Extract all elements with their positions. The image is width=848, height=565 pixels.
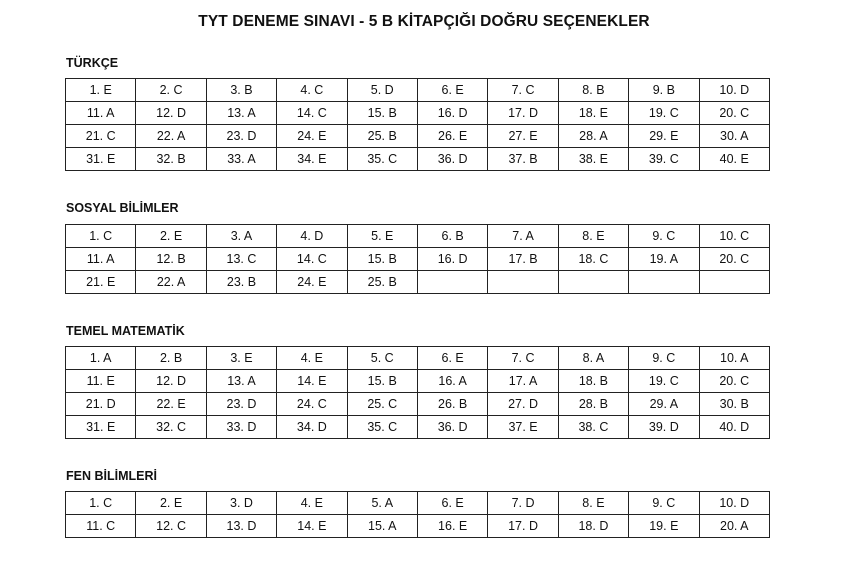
answer-cell	[206, 125, 276, 148]
answer-text: 9. B	[652, 83, 675, 97]
answer-text: 5. D	[370, 83, 394, 97]
table-row	[66, 79, 770, 102]
answer-cell	[277, 492, 347, 515]
answer-text: 19. C	[648, 374, 679, 388]
answer-cell	[347, 416, 417, 439]
answer-text: 8. A	[582, 351, 605, 365]
answer-text: 7. D	[511, 496, 535, 510]
answer-cell	[558, 102, 628, 125]
answer-cell	[699, 79, 769, 102]
answer-cell	[136, 416, 206, 439]
answer-text: 25. B	[367, 129, 397, 143]
answer-text: 5. C	[370, 351, 394, 365]
answer-cell	[488, 347, 558, 370]
answer-text: 2. E	[159, 496, 183, 510]
answer-cell	[699, 102, 769, 125]
answer-text: 12. B	[156, 252, 186, 266]
answer-text: 13. A	[227, 374, 256, 388]
answer-text: 24. E	[297, 129, 327, 143]
section-title: FEN BİLİMLERİ	[66, 469, 157, 483]
answer-cell	[206, 102, 276, 125]
answer-text: 11. C	[86, 519, 116, 533]
answer-cell	[277, 102, 347, 125]
answer-text: 10. A	[720, 351, 749, 365]
answer-cell	[347, 370, 417, 393]
table-row	[66, 347, 770, 370]
answer-text: 28. A	[579, 129, 608, 143]
answer-cell	[417, 102, 487, 125]
answer-cell	[206, 393, 276, 416]
answer-cell	[417, 370, 487, 393]
answer-cell	[66, 370, 136, 393]
answer-cell	[488, 79, 558, 102]
answer-cell	[629, 125, 699, 148]
answer-text: 36. D	[437, 420, 468, 434]
answer-cell	[699, 393, 769, 416]
page-title: TYT DENEME SINAVI - 5 B KİTAPÇIĞI DOĞRU SEÇENEKLER	[198, 13, 650, 30]
answer-text: 19. C	[648, 106, 679, 120]
answer-cell	[136, 148, 206, 171]
answer-cell	[629, 370, 699, 393]
answer-cell	[66, 102, 136, 125]
answer-cell	[699, 248, 769, 271]
answer-text: 17. D	[508, 106, 538, 120]
section-title: TÜRKÇE	[66, 56, 119, 70]
answer-text: 24. E	[297, 275, 327, 289]
answer-cell	[488, 248, 558, 271]
answer-text: 20. A	[720, 519, 749, 533]
answer-cell	[347, 125, 417, 148]
answer-cell	[417, 79, 487, 102]
answer-text: 1. C	[89, 229, 113, 243]
answer-cell	[206, 416, 276, 439]
answer-cell	[488, 225, 558, 248]
answer-cell	[629, 393, 699, 416]
answer-cell	[277, 370, 347, 393]
answer-cell	[277, 347, 347, 370]
answer-text: 33. D	[226, 420, 257, 434]
answer-text: 12. D	[156, 374, 187, 388]
answer-text: 11. A	[86, 252, 115, 266]
answer-text: 31. E	[86, 152, 116, 166]
answer-cell	[206, 370, 276, 393]
answer-text: 6. E	[441, 83, 464, 97]
answer-cell	[66, 393, 136, 416]
answer-cell	[277, 125, 347, 148]
answer-text: 2. E	[159, 229, 183, 243]
answer-cell	[277, 79, 347, 102]
answer-cell	[136, 79, 206, 102]
answer-cell	[66, 225, 136, 248]
answer-cell	[417, 225, 487, 248]
answer-cell	[699, 225, 769, 248]
answer-cell	[347, 271, 417, 294]
answer-cell	[699, 492, 769, 515]
answer-text: 1. A	[89, 351, 112, 365]
answer-cell	[347, 79, 417, 102]
answer-cell	[629, 347, 699, 370]
answer-cell	[629, 79, 699, 102]
answer-cell	[417, 347, 487, 370]
answer-cell	[206, 271, 276, 294]
answer-text: 26. E	[438, 129, 468, 143]
answer-text: 14. E	[297, 519, 327, 533]
answer-cell	[136, 347, 206, 370]
section-title: SOSYAL BİLİMLER	[66, 201, 179, 215]
table-row	[66, 225, 770, 248]
answer-text: 28. B	[578, 397, 609, 411]
answer-text: 17. D	[508, 519, 538, 533]
table-row	[66, 515, 770, 538]
answer-cell	[66, 515, 136, 538]
answer-cell	[488, 271, 558, 294]
answer-cell	[347, 393, 417, 416]
answer-cell	[629, 225, 699, 248]
answer-cell	[417, 515, 487, 538]
answer-text: 10. D	[719, 83, 750, 97]
answer-text: 29. A	[649, 397, 679, 411]
answer-cell	[66, 347, 136, 370]
answer-cell	[347, 248, 417, 271]
answer-cell	[558, 248, 628, 271]
answer-text: 36. D	[437, 152, 468, 166]
answer-text: 14. E	[297, 374, 327, 388]
answer-text: 27. D	[508, 397, 538, 411]
answer-cell	[488, 492, 558, 515]
answer-table	[65, 346, 770, 439]
answer-text: 9. C	[652, 496, 676, 510]
answer-text: 34. D	[296, 420, 327, 434]
answer-table	[65, 491, 770, 538]
answer-cell	[558, 225, 628, 248]
answer-cell	[417, 416, 487, 439]
answer-text: 33. A	[227, 152, 256, 166]
section-title: TEMEL MATEMATİK	[66, 324, 185, 338]
answer-text: 3. D	[230, 496, 253, 510]
answer-text: 2. B	[159, 351, 183, 365]
answer-cell	[206, 248, 276, 271]
answer-cell	[699, 148, 769, 171]
answer-text: 4. E	[300, 496, 323, 510]
answer-cell	[277, 416, 347, 439]
answer-text: 25. C	[367, 397, 398, 411]
answer-text: 10. D	[719, 496, 750, 510]
answer-cell	[417, 271, 487, 294]
answer-cell	[347, 347, 417, 370]
answer-text: 32. C	[156, 420, 187, 434]
answer-cell	[699, 515, 769, 538]
answer-text: 38. C	[578, 420, 609, 434]
answer-text: 4. E	[300, 351, 323, 365]
answer-text: 10. C	[719, 229, 750, 243]
answer-text: 3. A	[230, 229, 253, 243]
answer-cell	[206, 148, 276, 171]
answer-text: 29. E	[649, 129, 679, 143]
answer-text: 16. D	[437, 106, 468, 120]
answer-cell	[136, 125, 206, 148]
answer-text: 25. B	[367, 275, 397, 289]
answer-cell	[558, 370, 628, 393]
answer-text: 22. E	[156, 397, 186, 411]
answer-text: 8. E	[582, 229, 605, 243]
answer-text: 32. B	[156, 152, 186, 166]
answer-text: 16. E	[438, 519, 468, 533]
answer-cell	[488, 125, 558, 148]
answer-text: 9. C	[652, 351, 676, 365]
answer-text: 19. A	[649, 252, 679, 266]
answer-table	[65, 224, 770, 294]
answer-text: 23. D	[226, 129, 257, 143]
answer-text: 4. C	[300, 83, 324, 97]
answer-cell	[136, 370, 206, 393]
answer-text: 4. D	[300, 229, 324, 243]
answer-text: 17. B	[508, 252, 538, 266]
answer-cell	[347, 102, 417, 125]
table-row	[66, 492, 770, 515]
answer-text: 18. D	[578, 519, 609, 533]
answer-cell	[417, 148, 487, 171]
answer-cell	[136, 225, 206, 248]
answer-cell	[417, 125, 487, 148]
answer-cell	[206, 492, 276, 515]
answer-text: 31. E	[86, 420, 116, 434]
answer-cell	[488, 416, 558, 439]
answer-cell	[558, 79, 628, 102]
table-row	[66, 102, 770, 125]
answer-text: 27. E	[508, 129, 538, 143]
answer-cell	[417, 393, 487, 416]
answer-text: 30. A	[720, 129, 749, 143]
answer-cell	[347, 515, 417, 538]
answer-text: 7. C	[511, 83, 535, 97]
answer-cell	[558, 347, 628, 370]
answer-cell	[699, 271, 769, 294]
answer-cell	[66, 125, 136, 148]
table-row	[66, 248, 770, 271]
answer-text: 3. E	[230, 351, 253, 365]
answer-text: 40. E	[719, 152, 749, 166]
answer-text: 7. A	[512, 229, 534, 243]
answer-text: 11. A	[86, 106, 115, 120]
answer-cell	[66, 492, 136, 515]
answer-text: 23. D	[226, 397, 257, 411]
answer-cell	[66, 416, 136, 439]
answer-text: 37. B	[508, 152, 538, 166]
answer-cell	[488, 515, 558, 538]
answer-cell	[136, 393, 206, 416]
answer-cell	[277, 393, 347, 416]
answer-text: 20. C	[719, 374, 750, 388]
answer-text: 16. A	[438, 374, 467, 388]
answer-text: 1. E	[89, 83, 112, 97]
answer-text: 23. B	[226, 275, 257, 289]
answer-cell	[277, 148, 347, 171]
answer-text: 14. C	[296, 252, 327, 266]
answer-text: 21. D	[85, 397, 116, 411]
answer-cell	[136, 248, 206, 271]
answer-cell	[66, 148, 136, 171]
answer-cell	[699, 125, 769, 148]
answer-cell	[629, 515, 699, 538]
answer-text: 1. C	[89, 496, 113, 510]
answer-text: 15. B	[367, 252, 397, 266]
answer-text: 21. E	[86, 275, 116, 289]
answer-cell	[558, 515, 628, 538]
answer-text: 18. E	[578, 106, 609, 120]
answer-text: 13. A	[227, 106, 256, 120]
answer-text: 39. D	[648, 420, 679, 434]
answer-text: 15. B	[367, 374, 397, 388]
answer-text: 19. E	[649, 519, 679, 533]
answer-cell	[206, 225, 276, 248]
answer-text: 7. C	[511, 351, 535, 365]
answer-cell	[629, 271, 699, 294]
answer-cell	[699, 416, 769, 439]
answer-text: 6. E	[441, 496, 464, 510]
answer-cell	[66, 271, 136, 294]
answer-cell	[136, 492, 206, 515]
answer-cell	[558, 492, 628, 515]
answer-text: 2. C	[159, 83, 183, 97]
answer-cell	[277, 271, 347, 294]
answer-text: 40. D	[719, 420, 750, 434]
answer-cell	[347, 492, 417, 515]
answer-text: 17. A	[508, 374, 538, 388]
answer-text: 37. E	[508, 420, 538, 434]
answer-text: 11. E	[86, 374, 115, 388]
answer-text: 5. E	[371, 229, 394, 243]
answer-cell	[488, 393, 558, 416]
answer-cell	[629, 492, 699, 515]
answer-text: 24. C	[296, 397, 327, 411]
table-row	[66, 370, 770, 393]
answer-cell	[558, 271, 628, 294]
answer-text: 18. B	[578, 374, 609, 388]
answer-cell	[488, 370, 558, 393]
answer-cell	[417, 492, 487, 515]
answer-text: 20. C	[719, 106, 750, 120]
answer-table	[65, 78, 770, 171]
answer-text: 9. C	[652, 229, 676, 243]
answer-text: 38. E	[578, 152, 609, 166]
answer-cell	[488, 102, 558, 125]
answer-cell	[206, 79, 276, 102]
answer-text: 8. E	[582, 496, 605, 510]
answer-cell	[277, 225, 347, 248]
answer-cell	[417, 248, 487, 271]
answer-cell	[629, 102, 699, 125]
answer-text: 5. A	[371, 496, 394, 510]
answer-text: 3. B	[230, 83, 253, 97]
answer-text: 14. C	[296, 106, 327, 120]
answer-text: 22. A	[156, 275, 186, 289]
answer-text: 34. E	[297, 152, 327, 166]
answer-cell	[277, 248, 347, 271]
answer-text: 35. C	[367, 152, 398, 166]
answer-cell	[66, 248, 136, 271]
answer-cell	[558, 125, 628, 148]
table-row	[66, 393, 770, 416]
answer-text: 22. A	[156, 129, 186, 143]
answer-text: 16. D	[437, 252, 468, 266]
table-row	[66, 125, 770, 148]
answer-text: 15. B	[367, 106, 397, 120]
answer-text: 26. B	[438, 397, 468, 411]
answer-text: 35. C	[367, 420, 398, 434]
table-row	[66, 271, 770, 294]
answer-text: 39. C	[648, 152, 679, 166]
answer-cell	[558, 393, 628, 416]
answer-cell	[558, 148, 628, 171]
answer-cell	[206, 347, 276, 370]
answer-text: 6. E	[441, 351, 464, 365]
answer-text: 21. C	[85, 129, 116, 143]
answer-cell	[699, 370, 769, 393]
answer-text: 13. C	[226, 252, 257, 266]
answer-cell	[629, 148, 699, 171]
answer-cell	[206, 515, 276, 538]
answer-text: 18. C	[578, 252, 609, 266]
answer-cell	[347, 225, 417, 248]
answer-text: 15. A	[368, 519, 397, 533]
answer-cell	[629, 248, 699, 271]
answer-text: 12. D	[156, 106, 187, 120]
answer-cell	[66, 79, 136, 102]
answer-text: 30. B	[719, 397, 749, 411]
answer-cell	[629, 416, 699, 439]
table-row	[66, 148, 770, 171]
answer-text: 12. C	[156, 519, 187, 533]
answer-cell	[277, 515, 347, 538]
answer-cell	[136, 515, 206, 538]
answer-text: 13. D	[226, 519, 257, 533]
answer-cell	[699, 347, 769, 370]
table-row	[66, 416, 770, 439]
answer-cell	[136, 102, 206, 125]
answer-cell	[347, 148, 417, 171]
answer-text: 6. B	[441, 229, 464, 243]
answer-cell	[136, 271, 206, 294]
answer-cell	[558, 416, 628, 439]
answer-text: 20. C	[719, 252, 750, 266]
answer-cell	[488, 148, 558, 171]
answer-text: 8. B	[582, 83, 605, 97]
